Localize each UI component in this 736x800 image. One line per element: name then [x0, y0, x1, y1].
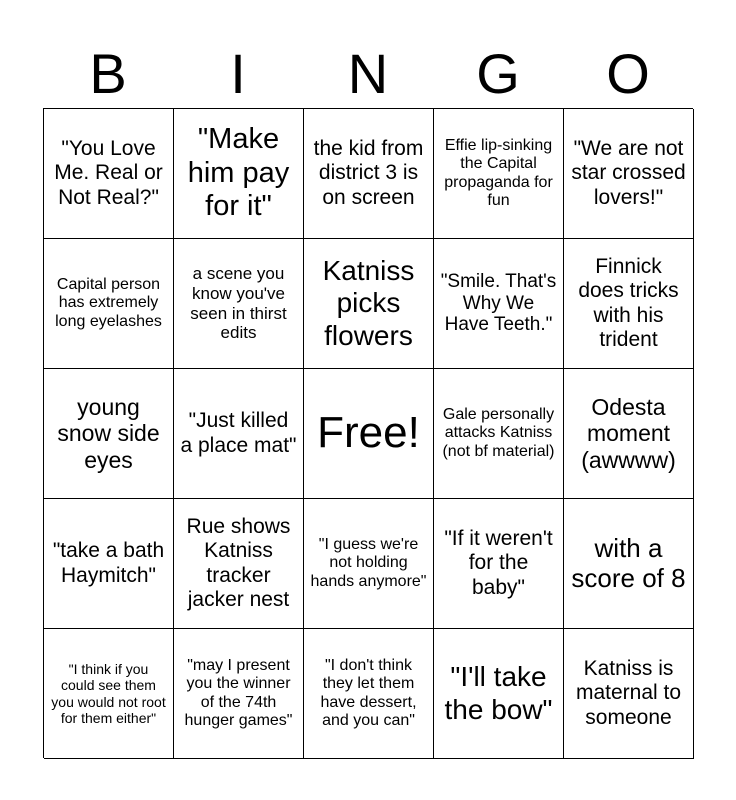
bingo-cell-r4c3[interactable]	[304, 499, 434, 629]
cell-text: Rue shows Katniss tracker jacker nest	[186, 515, 291, 611]
cell-text: "You Love Me. Real or Not Real?"	[54, 137, 163, 209]
bingo-cell-r5c4[interactable]	[434, 629, 564, 759]
header-letter-n: N	[347, 42, 389, 105]
bingo-cell-r5c2[interactable]	[174, 629, 304, 759]
bingo-cell-r3c2[interactable]	[174, 369, 304, 499]
cell-text: Finnick does tricks with his trident	[578, 255, 679, 351]
header-letter-o: O	[606, 42, 650, 105]
bingo-cell-r2c4[interactable]	[434, 239, 564, 369]
bingo-cell-free[interactable]	[304, 369, 434, 499]
cell-text: Katniss picks flowers	[322, 255, 415, 351]
bingo-cell-r4c2[interactable]	[174, 499, 304, 629]
cell-text: Odesta moment (awwww)	[581, 393, 676, 473]
header-letter-i: I	[230, 42, 246, 105]
bingo-cell-r5c5[interactable]	[564, 629, 694, 759]
bingo-cell-r1c3[interactable]	[304, 109, 434, 239]
cell-text: "If it weren't for the baby"	[444, 527, 553, 599]
bingo-cell-r3c4[interactable]	[434, 369, 564, 499]
cell-text: with a score of 8	[571, 532, 686, 593]
header-letter-b: B	[89, 42, 127, 105]
cell-text: the kid from district 3 is on screen	[313, 137, 424, 209]
cell-text: "We are not star crossed lovers!"	[571, 137, 686, 209]
bingo-cell-r5c1[interactable]	[44, 629, 174, 759]
bingo-cell-r3c5[interactable]	[564, 369, 694, 499]
bingo-cell-r1c4[interactable]	[434, 109, 564, 239]
bingo-cell-r1c1[interactable]	[44, 109, 174, 239]
header-letter-g: G	[476, 42, 520, 105]
bingo-cell-r4c1[interactable]	[44, 499, 174, 629]
cell-text: Effie lip-sinking the Capital propaganda for fun	[444, 136, 553, 209]
bingo-cell-r4c5[interactable]	[564, 499, 694, 629]
bingo-cell-r1c5[interactable]	[564, 109, 694, 239]
bingo-cell-r1c2[interactable]	[174, 109, 304, 239]
bingo-cell-r3c1[interactable]	[44, 369, 174, 499]
cell-text: a scene you know you've seen in thirst edits	[190, 264, 287, 343]
free-space-text: Free!	[317, 408, 420, 458]
bingo-cell-r2c2[interactable]	[174, 239, 304, 369]
cell-text: "take a bath Haymitch"	[52, 539, 165, 587]
cell-text: "may I present you the winner of the 74th hunger games"	[184, 656, 293, 729]
cell-text: "I think if you could see them you would not root for them either"	[51, 661, 166, 726]
cell-text: "Make him pay for it"	[187, 123, 290, 223]
cell-text: "I don't think they let them have dessert, and you can"	[320, 656, 417, 729]
cell-text: "I'll take the bow"	[444, 661, 553, 725]
bingo-header	[43, 40, 693, 108]
cell-text: "Smile. That's Why We Have Teeth."	[440, 270, 557, 336]
bingo-cell-r2c3[interactable]	[304, 239, 434, 369]
cell-text: Gale personally attacks Katniss (not bf material)	[442, 405, 555, 460]
cell-text: Capital person has extremely long eyelashes	[55, 275, 162, 330]
cell-text: "Just killed a place mat"	[180, 409, 297, 457]
bingo-cell-r2c5[interactable]	[564, 239, 694, 369]
cell-text: "I guess we're not holding hands anymore"	[310, 535, 427, 590]
bingo-cell-r4c4[interactable]	[434, 499, 564, 629]
bingo-grid	[43, 108, 693, 758]
bingo-cell-r2c1[interactable]	[44, 239, 174, 369]
cell-text: Katniss is maternal to someone	[575, 657, 682, 729]
cell-text: young snow side eyes	[57, 393, 160, 473]
bingo-cell-r5c3[interactable]	[304, 629, 434, 759]
